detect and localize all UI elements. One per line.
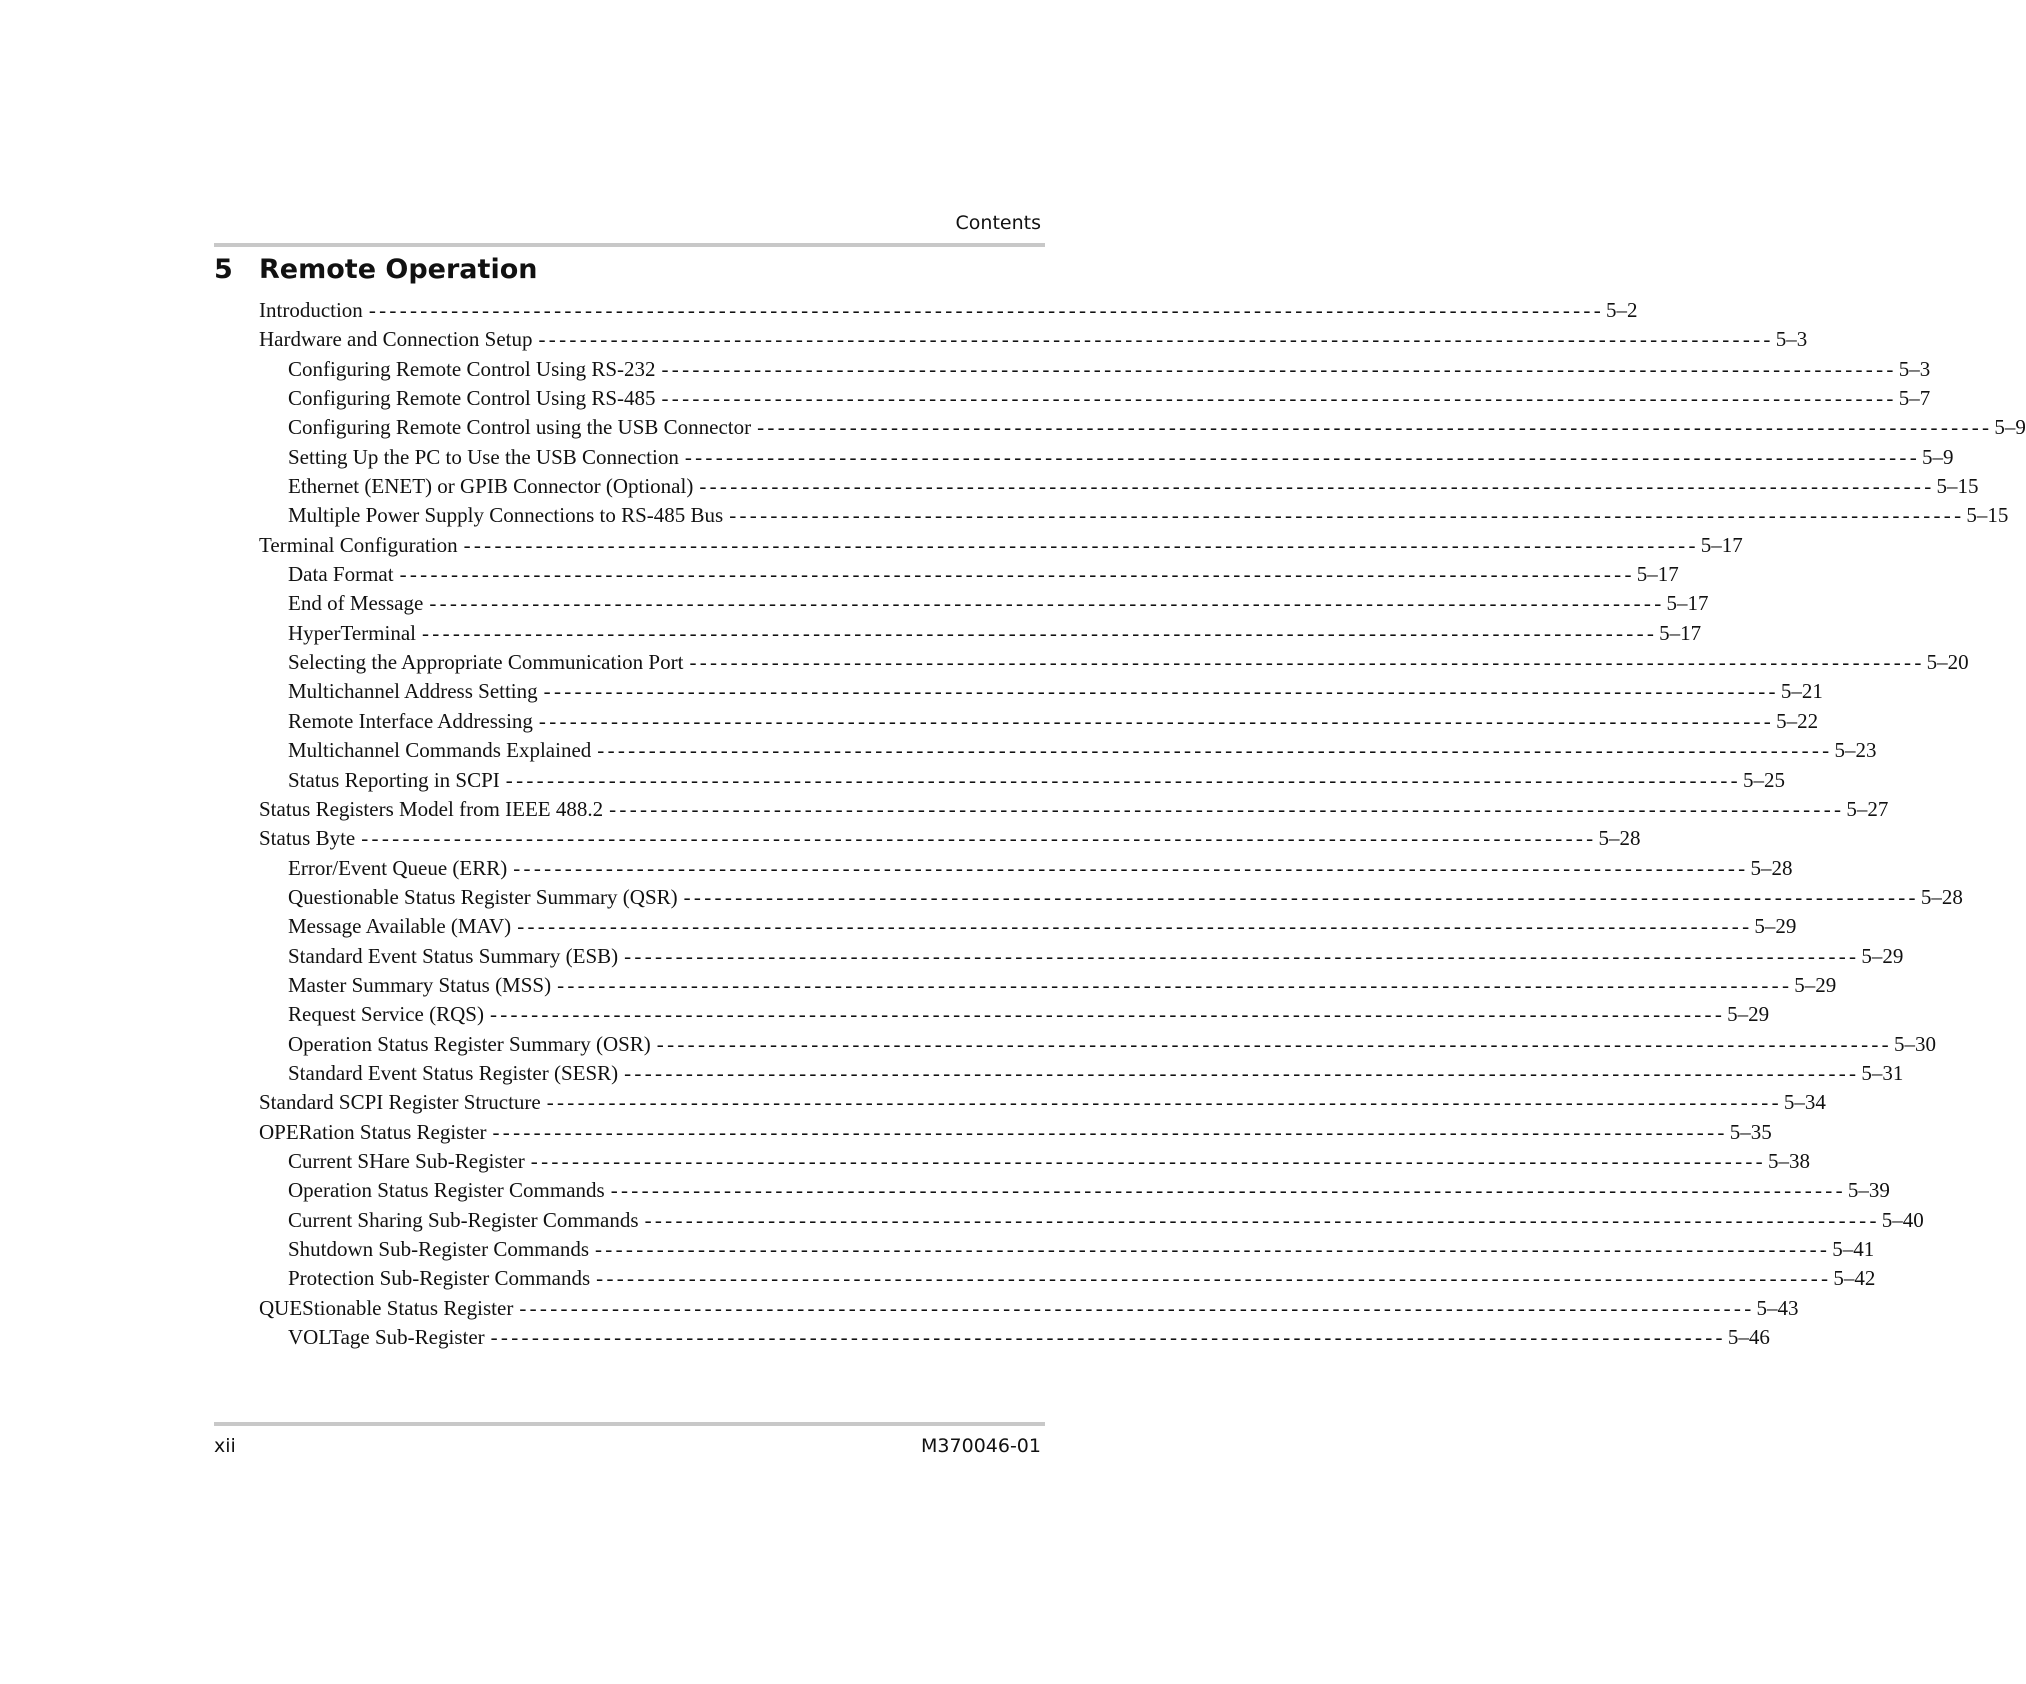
toc-entry[interactable] (259, 707, 1819, 736)
toc-entry-page: 5–38 (1767, 1148, 1810, 1173)
toc-entry-page: 5–35 (1729, 1119, 1772, 1144)
toc-entry-title: Standard Event Status Register (SESR) (288, 1060, 619, 1085)
dot-leader: ------------------------------------------------------------------------------------------------------------------------ (530, 1148, 1766, 1173)
toc-entry[interactable] (259, 824, 1641, 853)
toc-entry-page: 5–3 (1775, 327, 1808, 352)
toc-entry-title: Remote Interface Addressing (288, 708, 533, 733)
toc-entry[interactable] (259, 472, 1979, 501)
toc-entry[interactable] (259, 384, 1931, 413)
toc-entry-title: Operation Status Register Commands (288, 1178, 605, 1203)
toc-entry-title: Multichannel Address Setting (288, 679, 538, 704)
dot-leader: ------------------------------------------------------------------------------------------------------------------------ (429, 591, 1665, 616)
toc-entry[interactable] (259, 325, 1808, 354)
toc-entry[interactable] (259, 501, 2009, 530)
toc-entry[interactable] (259, 1088, 1826, 1117)
toc-entry-page: 5–2 (1606, 298, 1638, 322)
toc-entry-page: 5–20 (1926, 650, 1969, 675)
toc-entry-title: Multiple Power Supply Connections to RS-485 Bus (288, 503, 724, 528)
toc-entry-page: 5–25 (1742, 767, 1785, 792)
toc-entry-title: Master Summary Status (MSS) (288, 972, 552, 997)
dot-leader: ------------------------------------------------------------------------------------------------------------------------ (699, 474, 1935, 499)
dot-leader: ------------------------------------------------------------------------------------------------------------------------ (490, 1325, 1726, 1350)
toc-entry-page: 5–23 (1834, 738, 1877, 763)
toc-entry[interactable] (259, 1235, 1875, 1264)
toc-entry[interactable] (259, 296, 1638, 325)
toc-entry-title: Status Registers Model from IEEE 488.2 (259, 796, 604, 821)
toc-entry-title: Message Available (MAV) (288, 914, 512, 939)
toc-entry-page: 5–41 (1832, 1237, 1875, 1261)
chapter-title: Remote Operation (259, 254, 538, 285)
dot-leader: ------------------------------------------------------------------------------------------------------------------------ (624, 943, 1860, 968)
toc-entry-title: Shutdown Sub-Register Commands (288, 1237, 590, 1261)
toc-entry[interactable] (259, 1176, 1890, 1205)
toc-entry[interactable] (259, 413, 2026, 442)
toc-entry[interactable] (259, 531, 1743, 560)
dot-leader: ------------------------------------------------------------------------------------------------------------------------ (596, 1266, 1832, 1291)
toc-entry-title: Multichannel Commands Explained (288, 738, 592, 763)
toc-entry[interactable] (259, 1000, 1770, 1029)
toc-entry-title: Standard Event Status Summary (ESB) (288, 943, 619, 968)
toc-entry[interactable] (259, 1059, 1904, 1088)
toc-entry-title: Operation Status Register Summary (OSR) (288, 1031, 651, 1056)
toc-entry-title: Status Reporting in SCPI (288, 767, 500, 792)
toc-entry[interactable] (259, 619, 1702, 648)
toc-entry-page: 5–9 (1922, 444, 1954, 469)
toc-entry-page: 5–7 (1898, 386, 1931, 411)
toc-entry-page: 5–28 (1598, 826, 1641, 851)
chapter-heading (214, 254, 537, 285)
dot-leader: ------------------------------------------------------------------------------------------------------------------------ (661, 356, 1897, 381)
toc-entry[interactable] (259, 1030, 1936, 1059)
toc-entry[interactable] (259, 883, 1963, 912)
dot-leader: ------------------------------------------------------------------------------------------------------------------------ (683, 884, 1919, 909)
toc-entry-page: 5–21 (1780, 679, 1823, 704)
toc-entry-title: Configuring Remote Control Using RS-485 (288, 386, 656, 411)
toc-entry-page: 5–31 (1861, 1060, 1904, 1085)
toc-entry-page: 5–17 (1659, 620, 1702, 645)
dot-leader: ------------------------------------------------------------------------------------------------------------------------ (644, 1207, 1880, 1232)
toc-entry[interactable] (259, 677, 1823, 706)
dot-leader: ------------------------------------------------------------------------------------------------------------------------ (368, 298, 1604, 322)
toc-entry-page: 5–29 (1727, 1002, 1770, 1027)
toc-entry-title: Data Format (288, 562, 394, 587)
toc-entry-title: Request Service (RQS) (288, 1002, 484, 1027)
dot-leader: ------------------------------------------------------------------------------------------------------------------------ (595, 1237, 1831, 1261)
toc-entry-title: Introduction (259, 298, 363, 322)
toc-entry[interactable] (259, 736, 1877, 765)
dot-leader: ------------------------------------------------------------------------------------------------------------------------ (624, 1060, 1860, 1085)
dot-leader: ------------------------------------------------------------------------------------------------------------------------ (421, 620, 1658, 645)
dot-leader: ------------------------------------------------------------------------------------------------------------------------ (689, 650, 1925, 675)
toc-entry[interactable] (259, 971, 1837, 1000)
header-rule (214, 243, 1045, 247)
dot-leader: ------------------------------------------------------------------------------------------------------------------------ (517, 914, 1753, 939)
toc-entry-title: Ethernet (ENET) or GPIB Connector (Optional) (288, 474, 694, 499)
dot-leader: ------------------------------------------------------------------------------------------------------------------------ (543, 679, 1779, 704)
dot-leader: ------------------------------------------------------------------------------------------------------------------------ (684, 444, 1921, 469)
toc-entry[interactable] (259, 1206, 1924, 1235)
toc-entry-title: Protection Sub-Register Commands (288, 1266, 591, 1291)
toc-entry-page: 5–17 (1636, 562, 1679, 587)
chapter-number: 5 (214, 254, 233, 285)
dot-leader: ------------------------------------------------------------------------------------------------------------------------ (609, 796, 1845, 821)
toc-entry-page: 5–28 (1750, 855, 1793, 880)
footer-rule (214, 1422, 1045, 1426)
toc-entry-title: Hardware and Connection Setup (259, 327, 533, 352)
toc-entry-page: 5–43 (1756, 1295, 1799, 1320)
toc-entry-page: 5–42 (1833, 1266, 1876, 1291)
toc-entry-title: Questionable Status Register Summary (QSR) (288, 884, 678, 909)
dot-leader: ------------------------------------------------------------------------------------------------------------------------ (463, 532, 1699, 557)
dot-leader: ------------------------------------------------------------------------------------------------------------------------ (661, 386, 1897, 411)
document-number: M370046-01 (921, 1435, 1041, 1457)
toc-entry-page: 5–29 (1754, 914, 1797, 939)
dot-leader: ------------------------------------------------------------------------------------------------------------------------ (538, 708, 1775, 733)
toc-entry-page: 5–9 (1994, 415, 2026, 440)
dot-leader: ------------------------------------------------------------------------------------------------------------------------ (656, 1031, 1892, 1056)
toc-entry-title: Setting Up the PC to Use the USB Connection (288, 444, 679, 469)
dot-leader: ------------------------------------------------------------------------------------------------------------------------ (538, 327, 1774, 352)
toc-entry[interactable] (259, 854, 1793, 883)
toc-entry-page: 5–15 (1966, 503, 2009, 528)
dot-leader: ------------------------------------------------------------------------------------------------------------------------ (505, 767, 1741, 792)
dot-leader: ------------------------------------------------------------------------------------------------------------------------ (519, 1295, 1755, 1320)
toc-entry[interactable] (259, 560, 1679, 589)
toc-entry-page: 5–46 (1727, 1325, 1770, 1350)
dot-leader: ------------------------------------------------------------------------------------------------------------------------ (361, 826, 1597, 851)
toc-entry-title: Configuring Remote Control Using RS-232 (288, 356, 656, 381)
dot-leader: ------------------------------------------------------------------------------------------------------------------------ (399, 562, 1635, 587)
toc-entry[interactable] (259, 1147, 1810, 1176)
dot-leader: ------------------------------------------------------------------------------------------------------------------------ (757, 415, 1993, 440)
toc-entry[interactable] (259, 912, 1797, 941)
toc-entry-page: 5–28 (1920, 884, 1963, 909)
dot-leader: ------------------------------------------------------------------------------------------------------------------------ (513, 855, 1749, 880)
toc-entry-page: 5–34 (1783, 1090, 1826, 1115)
dot-leader: ------------------------------------------------------------------------------------------------------------------------ (557, 972, 1793, 997)
dot-leader: ------------------------------------------------------------------------------------------------------------------------ (492, 1119, 1728, 1144)
toc-entry-page: 5–29 (1861, 943, 1904, 968)
toc-entry-page: 5–3 (1898, 356, 1931, 381)
running-header: Contents (955, 212, 1041, 234)
dot-leader: ------------------------------------------------------------------------------------------------------------------------ (597, 738, 1833, 763)
toc-entry-title: Error/Event Queue (ERR) (288, 855, 508, 880)
toc-entry-page: 5–17 (1700, 532, 1743, 557)
toc-entry[interactable] (259, 589, 1709, 618)
dot-leader: ------------------------------------------------------------------------------------------------------------------------ (729, 503, 1965, 528)
toc-entry-title: HyperTerminal (288, 620, 416, 645)
toc-entry-page: 5–22 (1776, 708, 1819, 733)
toc-entry[interactable] (259, 443, 1954, 472)
toc-entry-title: Terminal Configuration (259, 532, 458, 557)
toc-entry-title: Configuring Remote Control using the USB Connector (288, 415, 752, 440)
toc-entry[interactable] (259, 795, 1889, 824)
dot-leader: ------------------------------------------------------------------------------------------------------------------------ (489, 1002, 1726, 1027)
toc-entry[interactable] (259, 766, 1785, 795)
toc-entry-title: Selecting the Appropriate Communication Port (288, 650, 684, 675)
toc-entry[interactable] (259, 1294, 1799, 1323)
toc-entry-title: VOLTage Sub-Register (288, 1325, 485, 1350)
toc-entry-page: 5–29 (1794, 972, 1837, 997)
toc-entry[interactable] (259, 1264, 1876, 1293)
page-number: xii (214, 1435, 236, 1457)
toc-entry-page: 5–40 (1881, 1207, 1924, 1232)
dot-leader: ------------------------------------------------------------------------------------------------------------------------ (546, 1090, 1782, 1115)
toc-entry[interactable] (259, 648, 1969, 677)
toc-entry-title: QUEStionable Status Register (259, 1295, 514, 1320)
toc-entry-page: 5–17 (1666, 591, 1709, 616)
toc-entry[interactable] (259, 942, 1904, 971)
dot-leader: ------------------------------------------------------------------------------------------------------------------------ (610, 1178, 1846, 1203)
toc-entry-title: End of Message (288, 591, 424, 616)
toc-entry-title: Current Sharing Sub-Register Commands (288, 1207, 639, 1232)
toc-entry-page: 5–39 (1847, 1178, 1890, 1203)
toc-entry[interactable] (259, 1118, 1772, 1147)
toc-entry-title: Current SHare Sub-Register (288, 1148, 525, 1173)
toc-entry-title: Status Byte (259, 826, 356, 851)
toc-entry-page: 5–30 (1893, 1031, 1936, 1056)
toc-entry-page: 5–15 (1936, 474, 1979, 499)
toc-entry[interactable] (259, 1323, 1770, 1352)
toc-entry[interactable] (259, 355, 1931, 384)
toc-entry-title: OPERation Status Register (259, 1119, 487, 1144)
toc-entry-page: 5–27 (1846, 796, 1889, 821)
toc-entry-title: Standard SCPI Register Structure (259, 1090, 541, 1115)
table-of-contents (259, 296, 2026, 1352)
